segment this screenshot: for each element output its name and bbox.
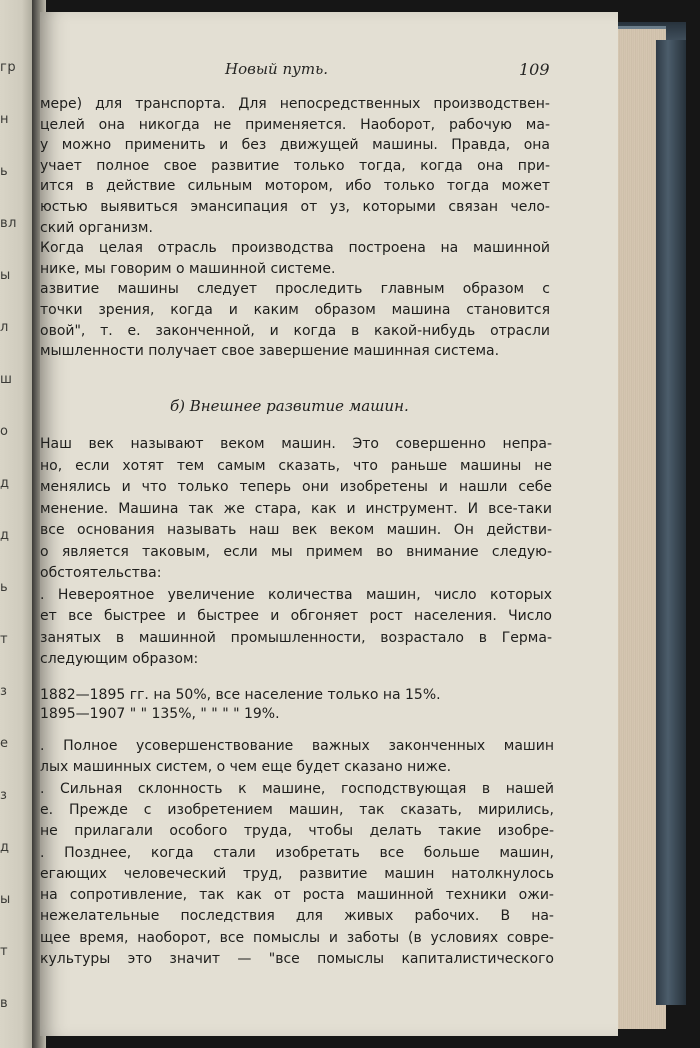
left-page-text-fragment: ь [0,164,9,179]
text-line: целей она никогда не применяется. Наоборот, рабочую ма- [40,116,550,133]
text-line: овой", т. е. законченной, и когда в какой-нибудь отрасли [40,322,550,339]
left-page-text-fragment: т [0,944,9,959]
left-page-text-fragment: гр [0,60,17,75]
text-line: 1882—1895 гг. на 50%, все население только на 15%. [40,687,441,703]
text-line: 1895—1907 " " 135%, " " " " 19%. [40,706,280,722]
running-header-title: Новый путь. [225,60,329,78]
left-page-text-fragment: о [0,424,9,439]
left-page-text-fragment: д [0,840,10,855]
text-line: ский организм. [40,219,153,236]
text-line: о является таковым, если мы примем во внимание следую- [40,543,552,560]
text-line: . Сильная склонность к машине, господствующая в нашей [40,780,554,797]
text-line: ится в действие сильным мотором, ибо только тогда может [40,178,550,195]
left-page-text-fragment: д [0,476,10,491]
text-line: . Невероятное увеличение количества машин, число которых [40,586,552,603]
text-line: егающих человеческий труд, развитие машин натолкнулось [40,865,554,882]
text-line: менение. Машина так же стара, как и инструмент. И все-таки [40,500,552,517]
text-line: Когда целая отрасль производства построена на машинной [40,240,550,257]
text-line: . Полное усовершенствование важных законченных машин [40,738,554,754]
text-line: не прилагали особого труда, чтобы делать такие изобре- [40,823,554,840]
page-number: 109 [519,60,550,79]
text-line: у можно применить и без движущей машины. Правда, она [40,137,550,154]
text-line: обстоятельства: [40,565,162,581]
text-line: Наш век называют веком машин. Это совершенно непра- [40,436,552,452]
left-page-text-fragment: ы [0,892,11,907]
text-line: культуры это значит — "все помыслы капиталистического [40,951,554,967]
text-line: ет все быстрее и быстрее и обгоняет рост населения. Число [40,608,552,624]
left-page-text-fragment: з [0,788,8,803]
text-line: учает полное свое развитие только тогда, когда она при- [40,157,550,174]
text-line: азвитие машины следует проследить главным образом с [40,281,550,298]
left-page-text-fragment: н [0,112,9,127]
text-line: е. Прежде с изобретением машин, так сказать, мирились, [40,801,554,818]
left-page-text-fragment: ш [0,372,13,387]
left-page-text-fragment: л [0,320,9,335]
text-line: лых машинных систем, о чем еще будет сказано ниже. [40,759,452,776]
text-line: юстью выявиться эмансипация от уз, которыми связан чело- [40,199,550,215]
text-line: все основания называть наш век веком машин. Он действи- [40,522,552,538]
left-page-text-fragment: ы [0,268,11,283]
left-page-text-fragment: д [0,528,10,543]
text-line: менялись и что только теперь они изобретены и нашли себе [40,479,552,495]
left-page-text-fragment: т [0,632,9,647]
text-line: щее время, наоборот, все помыслы и заботы (в условиях совре- [40,929,554,946]
section-subheading: б) Внешнее развитие машин. [170,397,409,415]
book-page [40,12,618,1036]
left-page-text-fragment: в [0,996,9,1011]
text-line: следующим образом: [40,651,199,667]
text-line: нежелательные последствия для живых рабочих. В на- [40,908,554,925]
text-line: на сопротивление, так как от роста машинной техники ожи- [40,887,554,904]
text-line: мышленности получает свое завершение машинная система. [40,343,500,360]
left-page-text-fragment: ь [0,580,9,595]
text-line: . Позднее, когда стали изобретать все больше машин, [40,844,554,861]
book-cover-edge [656,40,686,1005]
text-line: занятых в машинной промышленности, возрастало в Герма- [40,629,552,646]
text-line: но, если хотят тем самым сказать, что раньше машины не [40,457,552,474]
text-line: нике, мы говорим о машинной системе. [40,260,336,277]
text-line: точки зрения, когда и каким образом машина становится [40,302,550,318]
text-line: мере) для транспорта. Для непосредственных производствен- [40,96,550,112]
left-page-text-fragment: з [0,684,8,699]
left-page-text-fragment: вл [0,216,17,231]
left-page-text-fragment: е [0,736,9,751]
